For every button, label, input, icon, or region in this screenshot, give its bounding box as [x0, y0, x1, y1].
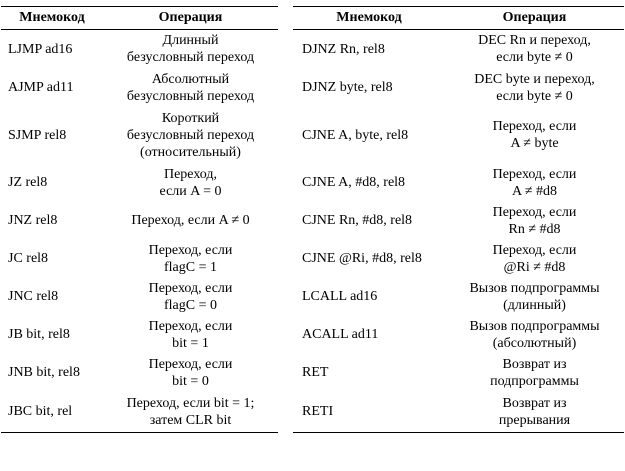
table-row — [293, 164, 624, 202]
operation-cell: Переход, если @Ri ≠ #d8 — [492, 242, 577, 275]
mnemonic-cell: JBC bit, rel — [1, 392, 103, 433]
operation-cell: Возврат из прерывания — [445, 392, 624, 433]
mnemonic-cell: LJMP ad16 — [8, 41, 73, 57]
mnemonic-header: Мнемокод — [1, 7, 103, 30]
operation-cell: Абсолютный безусловный переход — [126, 71, 255, 104]
header-row — [1, 7, 278, 30]
table-row — [293, 354, 624, 392]
table-row — [1, 316, 278, 354]
table-row — [293, 69, 624, 107]
operation-cell: Переход, если bit = 1; затем CLR bit — [103, 392, 278, 433]
table-row — [1, 392, 278, 433]
header-row — [293, 7, 624, 30]
table-row — [293, 107, 624, 164]
mnemonic-cell: CJNE @Ri, #d8, rel8 — [302, 251, 422, 266]
operation-cell: Переход, если A ≠ byte — [492, 119, 577, 151]
mnemonic-cell: JNB bit, rel8 — [8, 365, 80, 380]
table-row — [1, 107, 278, 164]
mnemonic-cell: JNZ rel8 — [8, 213, 58, 228]
mnemonic-cell: DJNZ Rn, rel8 — [302, 41, 385, 57]
operation-cell: DEC Rn и переход, если byte ≠ 0 — [478, 33, 591, 66]
operation-cell: Переход, если A ≠ 0 — [131, 213, 250, 228]
table-row — [293, 278, 624, 316]
table-row — [293, 240, 624, 278]
table-row — [1, 30, 278, 69]
operation-cell: Вызов подпрограммы (длинный) — [469, 280, 600, 313]
mnemonic-cell: DJNZ byte, rel8 — [302, 80, 393, 95]
table-row — [293, 30, 624, 69]
operation-cell: Переход, если A ≠ #d8 — [492, 166, 577, 199]
mnemonic-cell: JC rel8 — [8, 251, 49, 266]
operation-cell: Переход, если A = 0 — [159, 166, 222, 199]
operation-header: Операция — [103, 7, 278, 30]
table-row — [1, 69, 278, 107]
operation-cell: DEC byte и переход, если byte ≠ 0 — [474, 71, 595, 104]
table-row — [1, 278, 278, 316]
table-row — [1, 164, 278, 202]
operation-cell: Переход, если flagC = 1 — [148, 242, 233, 275]
table-row — [293, 316, 624, 354]
operation-cell: Вызов подпрограммы (абсолютный) — [469, 318, 600, 351]
mnemonic-cell: CJNE A, #d8, rel8 — [302, 175, 406, 190]
operation-header: Операция — [445, 7, 624, 30]
mnemonic-cell: JB bit, rel8 — [8, 327, 70, 342]
mnemonic-cell: CJNE Rn, #d8, rel8 — [302, 213, 413, 228]
mnemonic-cell: CJNE A, byte, rel8 — [302, 127, 409, 143]
operation-cell: Возврат из подпрограммы — [490, 356, 579, 389]
table-row — [293, 392, 624, 433]
mnemonic-header: Мнемокод — [293, 7, 445, 30]
mnemonic-cell: ACALL ad11 — [302, 327, 379, 342]
mnemonic-cell: AJMP ad11 — [8, 80, 74, 95]
table-row — [1, 354, 278, 392]
mnemonic-cell: LCALL ad16 — [302, 289, 378, 304]
mnemonic-cell: RETI — [293, 392, 445, 433]
jump-instructions-table-left — [1, 6, 278, 433]
operation-cell: Переход, если Rn ≠ #d8 — [492, 204, 577, 237]
operation-cell: Короткий безусловный переход (относительный) — [126, 110, 255, 160]
operation-cell: Переход, если bit = 1 — [148, 318, 233, 351]
operation-cell: Длинный безусловный переход — [126, 33, 255, 66]
mnemonic-cell: RET — [302, 365, 329, 380]
mnemonic-cell: JZ rel8 — [8, 175, 48, 190]
table-row — [1, 240, 278, 278]
operation-cell: Переход, если flagC = 0 — [148, 280, 233, 313]
mnemonic-cell: JNC rel8 — [8, 289, 59, 304]
table-row — [1, 202, 278, 240]
table-row — [293, 202, 624, 240]
operation-cell: Переход, если bit = 0 — [148, 356, 233, 389]
mnemonic-cell: SJMP rel8 — [8, 127, 67, 143]
jump-instructions-table-right — [293, 6, 624, 433]
